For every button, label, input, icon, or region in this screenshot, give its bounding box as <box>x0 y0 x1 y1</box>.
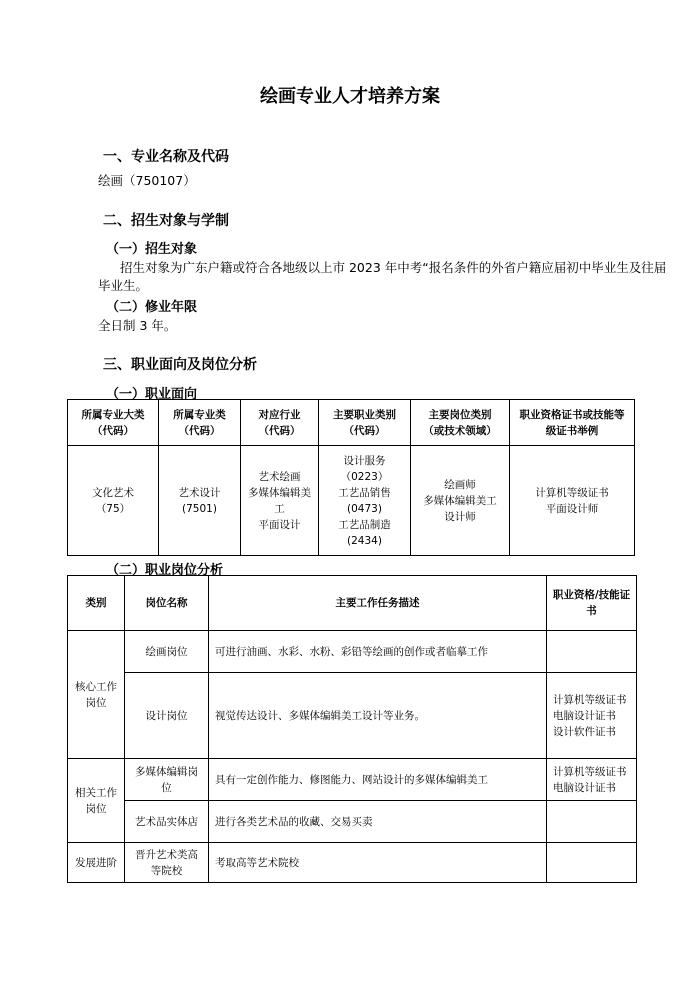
section-3-heading: 三、职业面向及岗位分析 <box>103 357 257 373</box>
header-category: 类别 <box>68 576 125 631</box>
header-position-type: 主要岗位类别 （或技术领域） <box>411 400 510 446</box>
header-major-class: 所属专业类 （代码） <box>159 400 241 446</box>
cell-major-category: 文化艺术 （75） <box>68 446 159 556</box>
cell-qualification: 计算机等级证书 电脑设计证书 设计软件证书 <box>547 673 637 759</box>
subsection-enrollment-target: （一）招生对象 <box>106 242 198 257</box>
table-row <box>68 759 637 801</box>
cell-qualification: 计算机等级证书 电脑设计证书 <box>547 759 637 801</box>
cell-position-name: 多媒体编辑岗 位 <box>125 759 209 801</box>
cell-position-type: 绘画师 多媒体编辑美工 设计师 <box>411 446 510 556</box>
header-certificate: 职业资格证书或技能等 级证书举例 <box>510 400 635 446</box>
cell-qualification <box>547 843 637 883</box>
header-position-name: 岗位名称 <box>125 576 209 631</box>
cell-position-name: 艺术品实体店 <box>125 801 209 843</box>
cell-task-description: 考取高等艺术院校 <box>209 843 547 883</box>
group-related: 相关工作 岗位 <box>68 759 125 843</box>
subsection-study-length: （二）修业年限 <box>106 300 198 315</box>
cell-qualification <box>547 631 637 673</box>
table-row <box>68 631 637 673</box>
enrollment-text-line-2: 毕业生。 <box>98 278 149 293</box>
subsection-position-analysis: （二）职业岗位分析 <box>106 563 224 578</box>
position-analysis-table <box>67 575 637 883</box>
section-1-heading: 一、专业名称及代码 <box>103 149 229 165</box>
major-name-code: 绘画（750107） <box>98 173 196 188</box>
cell-task-description: 可进行油画、水彩、水粉、彩铅等绘画的创作或者临摹工作 <box>209 631 547 673</box>
career-orientation-table <box>67 399 635 556</box>
page-title: 绘画专业人才培养方案 <box>260 86 440 107</box>
table-row <box>68 843 637 883</box>
cell-occupation: 设计服务 （0223） 工艺品销售(0473) 工艺品制造(2434) <box>319 446 411 556</box>
study-length-text: 全日制 3 年。 <box>98 318 177 333</box>
cell-major-class: 艺术设计 (7501) <box>159 446 241 556</box>
header-occupation: 主要职业类别 （代码） <box>319 400 411 446</box>
group-develop: 发展进阶 <box>68 843 125 883</box>
enrollment-text-line-1: 招生对象为广东户籍或符合各地级以上市 2023 年中考“报名条件的外省户籍应届初中毕业生及往届 <box>120 260 667 275</box>
cell-task-description: 视觉传达设计、多媒体编辑美工设计等业务。 <box>209 673 547 759</box>
group-core: 核心工作 岗位 <box>68 631 125 759</box>
table-header-row <box>68 576 637 631</box>
header-major-category: 所属专业大类 （代码） <box>68 400 159 446</box>
cell-task-description: 具有一定创作能力、修图能力、网站设计的多媒体编辑美工 <box>209 759 547 801</box>
table-row <box>68 801 637 843</box>
header-task-description: 主要工作任务描述 <box>209 576 547 631</box>
header-qualification: 职业资格/技能证 书 <box>547 576 637 631</box>
cell-certificate: 计算机等级证书 平面设计师 <box>510 446 635 556</box>
cell-qualification <box>547 801 637 843</box>
table-row <box>68 446 635 556</box>
table-row <box>68 673 637 759</box>
section-2-heading: 二、招生对象与学制 <box>103 213 229 229</box>
cell-industry: 艺术绘画 多媒体编辑美 工 平面设计 <box>241 446 319 556</box>
cell-task-description: 进行各类艺术品的收藏、交易买卖 <box>209 801 547 843</box>
cell-position-name: 绘画岗位 <box>125 631 209 673</box>
cell-position-name: 晋升艺术类高 等院校 <box>125 843 209 883</box>
table-header-row <box>68 400 635 446</box>
cell-position-name: 设计岗位 <box>125 673 209 759</box>
header-industry: 对应行业 （代码） <box>241 400 319 446</box>
subsection-career-orientation: （一）职业面向 <box>106 387 198 402</box>
